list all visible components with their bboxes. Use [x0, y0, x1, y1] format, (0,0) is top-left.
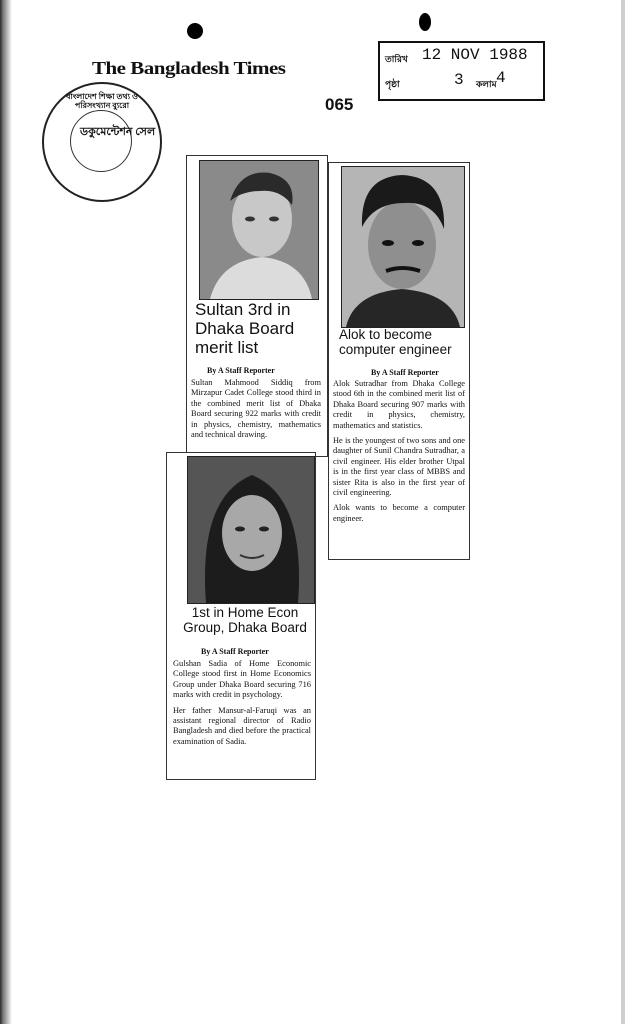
- photo-gulshan: [187, 456, 315, 604]
- newspaper-name: The Bangladesh Times: [92, 57, 286, 79]
- headline-alok: Alok to become computer engineer: [339, 327, 452, 358]
- stamp-ring-text: বাংলাদেশ শিক্ষা তথ্য ও পরিসংখ্যান ব্যুরো: [66, 92, 138, 110]
- photo-alok: [341, 166, 465, 328]
- stamp-center-text: ডকুমেন্টেশন সেল: [80, 126, 156, 138]
- punch-hole-right: [419, 13, 431, 31]
- byline-gulshan: By A Staff Reporter: [201, 647, 269, 656]
- body-gulshan: [173, 659, 311, 752]
- byline-sultan: By A Staff Reporter: [207, 366, 275, 375]
- article-sultan: [186, 155, 328, 457]
- paragraph: He is the youngest of two sons and one daughter of Sunil Chandra Sutradhar, a civil engineer. His elder brother Utpal is in the first year class of MBBS and sister Rita is also in the first year of civil engineering.: [333, 436, 465, 498]
- scan-left-edge: [0, 0, 12, 1024]
- column-value: 4: [496, 69, 506, 87]
- punch-hole-left: [187, 23, 203, 39]
- headline-sultan: Sultan 3rd in Dhaka Board merit list: [195, 300, 295, 358]
- stamp-inner-ring: [70, 110, 156, 172]
- body-alok: [333, 379, 465, 529]
- date-box: [378, 41, 545, 101]
- article-alok: [328, 162, 470, 560]
- body-sultan: [191, 378, 321, 445]
- page-value: 3: [454, 71, 464, 89]
- column-label: কলাম: [476, 79, 497, 89]
- documentation-cell-stamp: [42, 82, 162, 202]
- portrait-alok-image: [342, 167, 464, 327]
- paragraph: Her father Mansur-al-Faruqi was an assistant regional director of Radio Bangladesh and died before the practical examination of Sadia.: [173, 705, 311, 746]
- article-gulshan: [166, 452, 316, 780]
- date-label: তারিখ: [385, 54, 408, 64]
- portrait-sultan-image: [200, 161, 318, 299]
- page-label: পৃষ্ঠা: [385, 79, 400, 89]
- paragraph: Gulshan Sadia of Home Economic College stood first in Home Economics Group under Dhaka Board securing 716 marks with credit in psychology.: [173, 659, 311, 700]
- page-number: 065: [325, 95, 354, 114]
- date-value: 12 NOV 1988: [422, 46, 528, 64]
- byline-alok: By A Staff Reporter: [371, 368, 439, 377]
- paragraph: Alok Sutradhar from Dhaka College stood 6th in the combined merit list of Dhaka Board securing 907 marks with credit in physics, chemistry, mathematics and statistics.: [333, 379, 465, 430]
- photo-sultan: [199, 160, 319, 300]
- portrait-gulshan-image: [188, 457, 314, 603]
- headline-gulshan: 1st in Home Econ Group, Dhaka Board: [183, 605, 307, 636]
- paragraph: Alok wants to become a computer engineer.: [333, 503, 465, 523]
- scan-right-edge: [621, 0, 625, 1024]
- paragraph: Sultan Mahmood Siddiq from Mirzapur Cadet College stood third in the combined merit list of Dhaka Board securing 922 marks with credit in physics, chemistry, mathematics and technical drawing.: [191, 378, 321, 440]
